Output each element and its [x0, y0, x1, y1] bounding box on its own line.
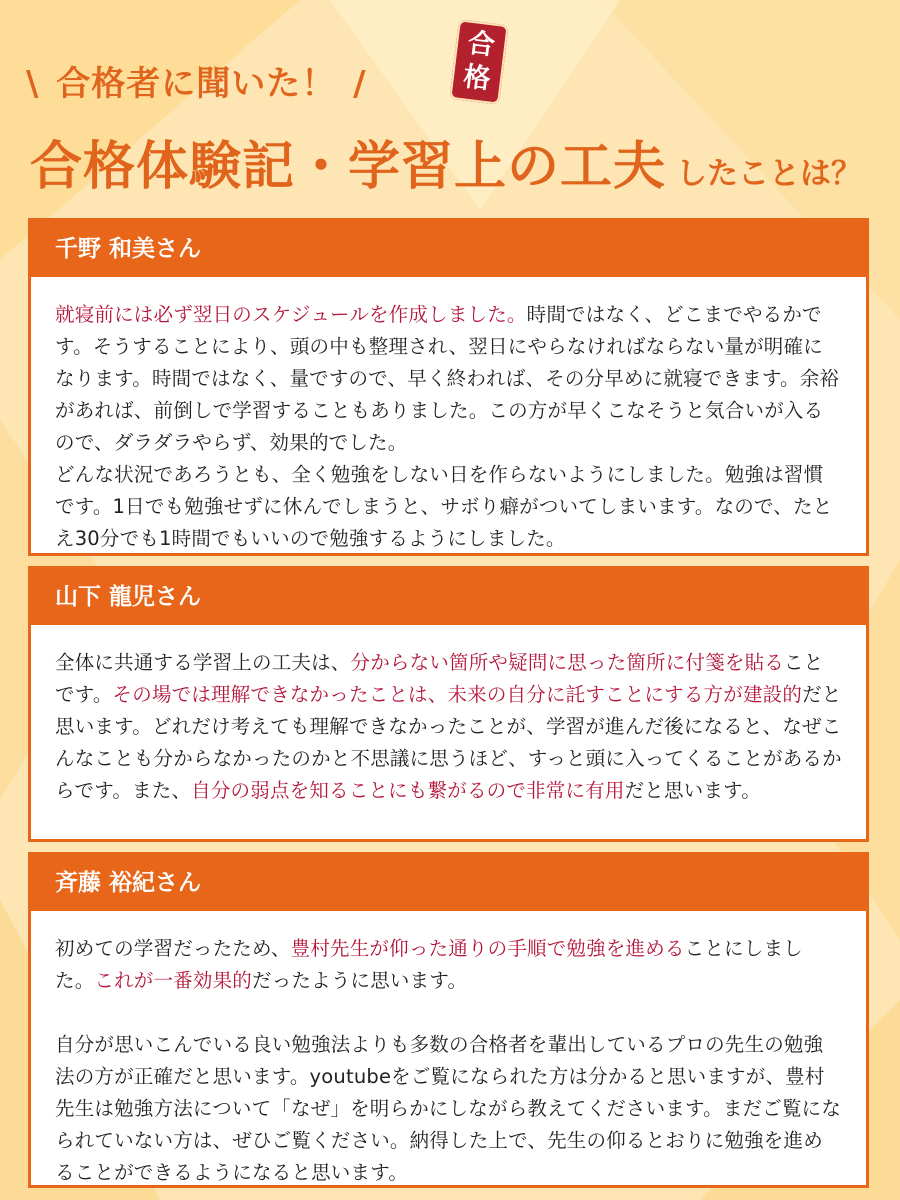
- testimonial-paragraph: [55, 933, 842, 997]
- slash-left: \: [26, 64, 40, 104]
- subheading: [22, 56, 371, 105]
- testimonial-body: [31, 277, 866, 555]
- body-text: だと思います。どれだけ考えても理解できなかったことが、学習が進んだ後になると、なぜこんなことも分からなかったのかと不思議に思うほど、すっと頭に入ってくることがあるからです。また、: [55, 683, 842, 802]
- body-text: ことにしました。: [55, 937, 803, 992]
- highlighted-text: 就寝前には必ず翌日のスケジュールを作成しました。: [55, 303, 527, 326]
- testimonial-body: [31, 625, 866, 807]
- testimonial-body: [31, 911, 866, 1189]
- body-text: ことです。: [55, 651, 824, 706]
- testimonial-card: [28, 566, 869, 842]
- highlighted-text: その場では理解できなかったことは、未来の自分に託すことにする方が建設的: [112, 683, 803, 706]
- page-title: [30, 124, 862, 199]
- testimonial-paragraph: [55, 459, 842, 555]
- testimonial-name: 斉藤 裕紀さん: [31, 855, 866, 911]
- body-text: だと思います。: [624, 779, 761, 802]
- testimonial-name: 山下 龍児さん: [31, 569, 866, 625]
- highlighted-text: これが一番効果的: [94, 969, 253, 992]
- page-header: [0, 0, 900, 210]
- page-title-main: 合格体験記・学習上の工夫: [30, 137, 667, 197]
- testimonial-paragraph: [55, 299, 842, 459]
- testimonial-card: [28, 218, 869, 556]
- page-title-suffix: したことは？: [676, 156, 863, 192]
- testimonial-paragraph: [55, 647, 842, 807]
- testimonial-card: [28, 852, 869, 1188]
- highlighted-text: 自分の弱点を知ることにも繋がるので非常に有用: [191, 779, 625, 802]
- body-text: だったように思います。: [252, 969, 468, 992]
- seal-char-2: 格: [461, 61, 493, 96]
- testimonial-paragraph: [55, 1029, 842, 1189]
- body-text: 自分が思いこんでいる良い勉強法よりも多数の合格者を輩出しているプロの先生の勉強法の方が正確だと思います。youtubeをご覧になられた方は分かると思いますが、豊村先生は勉強方法について「なぜ」を明らかにしながら教えてくださいます。まだご覧になられていない方は、ぜひご覧ください。納得した上で、先生の仰るとおりに勉強を進めることができるようになると思います。: [55, 1033, 842, 1184]
- slash-right: /: [353, 64, 367, 104]
- pass-seal-stamp: [449, 19, 508, 104]
- body-text: 初めての学習だったため、: [55, 937, 291, 960]
- paragraph-gap: [55, 997, 842, 1029]
- body-text: どんな状況であろうとも、全く勉強をしない日を作らないようにしました。勉強は習慣です。1日でも勉強せずに休んでしまうと、サボり癖がついてしまいます。なので、たとえ30分でも1時間でもいいので勉強するようにしました。: [55, 463, 833, 550]
- highlighted-text: 分からない箇所や疑問に思った箇所に付箋を貼る: [350, 651, 784, 674]
- highlighted-text: 豊村先生が仰った通りの手順で勉強を進める: [290, 937, 685, 960]
- subheading-text: 合格者に聞いた！: [56, 64, 337, 104]
- testimonial-name: 千野 和美さん: [31, 221, 866, 277]
- seal-char-1: 合: [465, 27, 497, 62]
- body-text: 時間ではなく、どこまでやるかです。そうすることにより、頭の中も整理され、翌日にやらなければならない量が明確になります。時間ではなく、量ですので、早く終われば、その分早めに就寝できます。余裕があれば、前倒しで学習することもありました。この方が早くこなそうと気合いが入るので、ダラダラやらず、効果的でした。: [55, 303, 840, 454]
- body-text: 全体に共通する学習上の工夫は、: [55, 651, 351, 674]
